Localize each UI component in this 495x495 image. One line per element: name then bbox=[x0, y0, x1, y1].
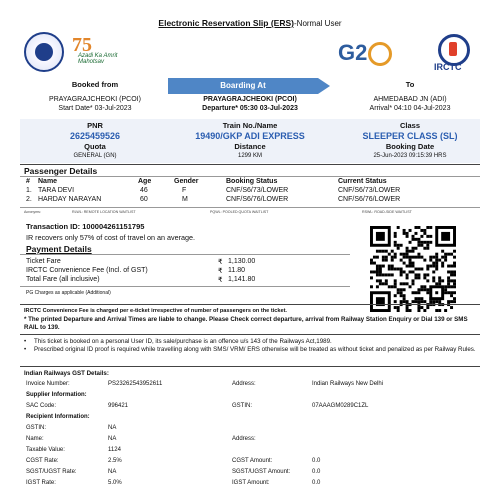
sgst-amount-label: SGST/UGST Amount: bbox=[232, 469, 291, 475]
train-name: 19490/GKP ADI EXPRESS bbox=[195, 131, 305, 141]
train-label: Train No./Name bbox=[222, 121, 278, 130]
convenience-fee-label: IRCTC Convenience Fee (Incl. of GST) bbox=[26, 267, 148, 274]
ticket-fare-currency: ₹ bbox=[218, 259, 223, 266]
booking-date-label: Booking Date bbox=[385, 142, 435, 151]
distance-label: Distance bbox=[234, 142, 266, 151]
gstin-label: GSTIN: bbox=[232, 403, 253, 409]
igst-amount: 0.0 bbox=[312, 480, 321, 486]
current-status: CNF/S6/76/LOWER bbox=[338, 196, 401, 203]
divider bbox=[20, 366, 480, 367]
pnr-number: 2625459526 bbox=[69, 131, 121, 141]
total-fare-amount: 1,141.80 bbox=[228, 276, 256, 283]
document-title bbox=[20, 18, 480, 28]
cgst-amount: 0.0 bbox=[312, 458, 321, 464]
pqwl-legend: PQWL: POOLED QUOTA WAITLIST bbox=[210, 210, 269, 214]
booking-date-value: 25-Jun-2023 09:15:39 HRS bbox=[373, 153, 447, 159]
invoice-label: Invoice Number: bbox=[26, 381, 70, 387]
col-header-booking-status: Booking Status bbox=[226, 178, 278, 185]
rswl-legend: RSWL: ROAD-SIDE WAITLIST bbox=[362, 210, 412, 214]
passenger-name: TARA DEVI bbox=[38, 187, 75, 194]
bullet-icon: • bbox=[24, 346, 27, 353]
sgst-rate: NA bbox=[108, 469, 117, 475]
cgst-rate-label: CGST Rate: bbox=[26, 458, 59, 464]
address-label: Address: bbox=[232, 381, 256, 387]
boarding-at-arrow bbox=[168, 78, 330, 94]
booking-status: CNF/S6/73/LOWER bbox=[226, 187, 289, 194]
convenience-fee-amount: 11.80 bbox=[228, 267, 245, 274]
g20-logo: G2 bbox=[338, 40, 398, 70]
timing-disclaimer: * The printed Departure and Arrival Times are liable to change. Please Check correct departure, arrival from Railway Station Enquiry or Dial 139 or SMS RAIL to 139. bbox=[24, 316, 468, 331]
address-value: Indian Railways New Delhi bbox=[312, 381, 384, 387]
col-header-age: Age bbox=[138, 178, 152, 185]
quota-value: GENERAL (GN) bbox=[73, 153, 117, 159]
booked-from-label: Booked from bbox=[71, 80, 119, 89]
igst-rate: 5.0% bbox=[108, 480, 122, 486]
sac-label: SAC Code: bbox=[26, 403, 57, 409]
divider bbox=[20, 334, 480, 335]
class-label: Class bbox=[399, 121, 420, 130]
convenience-fee-currency: ₹ bbox=[218, 268, 223, 275]
start-date: Start Date* 03-Jul-2023 bbox=[58, 105, 132, 112]
taxable-value-label: Taxable Value: bbox=[26, 447, 65, 453]
rlwl-legend: RLWL: REMOTE LOCATION WAITLIST bbox=[72, 210, 136, 214]
quota-label: Quota bbox=[84, 142, 106, 151]
booking-status: CNF/S6/76/LOWER bbox=[226, 196, 289, 203]
personal-id-note: This ticket is booked on a personal User ID, its sale/purchase is an offence u/s 143 of the Railways Act,1989. bbox=[34, 338, 332, 345]
divider bbox=[20, 164, 480, 165]
col-header-name: Name bbox=[38, 178, 58, 185]
transaction-id: Transaction ID: 100004261151795 bbox=[26, 222, 145, 231]
divider bbox=[20, 254, 350, 255]
passenger-gender: F bbox=[182, 187, 187, 194]
ticket-fare-label: Ticket Fare bbox=[26, 258, 61, 265]
table-row: 2. bbox=[26, 196, 32, 203]
irctc-logo: IRCTC bbox=[428, 34, 474, 74]
sac-value: 996421 bbox=[108, 403, 129, 409]
cgst-amount-label: CGST Amount: bbox=[232, 458, 273, 464]
divider bbox=[20, 304, 480, 305]
sgst-amount: 0.0 bbox=[312, 469, 321, 475]
divider bbox=[20, 176, 480, 177]
gst-title: Indian Railways GST Details: bbox=[24, 370, 109, 377]
invoice-number: PS23262543952611 bbox=[108, 381, 163, 387]
current-status: CNF/S6/73/LOWER bbox=[338, 187, 401, 194]
acronyms-label: Acronyms: bbox=[24, 210, 41, 214]
pnr-label: PNR bbox=[87, 121, 103, 130]
passenger-details-title: Passenger Details bbox=[24, 166, 98, 176]
pg-charges-note: PG Charges as applicable (Additional) bbox=[26, 290, 111, 296]
col-header-current-status: Current Status bbox=[338, 178, 387, 185]
igst-amount-label: IGST Amount: bbox=[232, 480, 270, 486]
ers-title: Electronic Reservation Slip (ERS) bbox=[158, 18, 294, 28]
taxable-value: 1124 bbox=[108, 447, 121, 453]
total-fare-label: Total Fare (all inclusive) bbox=[26, 276, 100, 283]
departure-time: Departure* 05:30 03-Jul-2023 bbox=[202, 105, 298, 112]
supplier-info-title: Supplier Information: bbox=[26, 392, 87, 398]
qr-code bbox=[370, 226, 456, 312]
ticket-fare-amount: 1,130.00 bbox=[228, 258, 256, 265]
id-proof-note: Prescribed original ID proof is required while travelling along with SMS/ VRM/ ERS otherwise will be treated as without ticket and penalized as per Railway Rules. bbox=[34, 346, 476, 353]
payment-details-title: Payment Details bbox=[26, 244, 92, 254]
col-header-gender: Gender bbox=[174, 178, 199, 185]
from-station: PRAYAGRAJCHEOKI (PCOI) bbox=[49, 96, 141, 103]
bullet-icon: • bbox=[24, 338, 27, 345]
table-row: 1. bbox=[26, 187, 32, 194]
boarding-station: PRAYAGRAJCHEOKI (PCOI) bbox=[203, 96, 297, 103]
recipient-name-label: Name: bbox=[26, 436, 44, 442]
ers-document bbox=[20, 8, 480, 490]
indian-railways-logo bbox=[24, 32, 64, 72]
recipient-gstin-value: NA bbox=[108, 425, 117, 431]
convenience-fee-note: IRCTC Convenience Fee is charged per e-ticket irrespective of number of passengers on the ticket. bbox=[24, 308, 287, 314]
sgst-rate-label: SGST/UGST Rate: bbox=[26, 469, 77, 475]
recipient-name-value: NA bbox=[108, 436, 117, 442]
recipient-address-label: Address: bbox=[232, 436, 256, 442]
igst-rate-label: IGST Rate: bbox=[26, 480, 56, 486]
arrival-time: Arrival* 04:10 04-Jul-2023 bbox=[369, 105, 451, 112]
to-station: AHMEDABAD JN (ADI) bbox=[373, 96, 447, 103]
to-label: To bbox=[405, 80, 415, 89]
passenger-gender: M bbox=[182, 196, 188, 203]
recipient-info-title: Recipient Information: bbox=[26, 414, 90, 420]
divider bbox=[20, 286, 350, 287]
logo-strip bbox=[20, 32, 480, 74]
recovery-note: IR recovers only 57% of cost of travel on an average. bbox=[26, 233, 195, 242]
total-fare-currency: ₹ bbox=[218, 277, 223, 284]
distance-value: 1299 KM bbox=[237, 153, 262, 159]
travel-class: SLEEPER CLASS (SL) bbox=[362, 131, 458, 141]
recipient-gstin-label: GSTIN: bbox=[26, 425, 47, 431]
col-header-index: # bbox=[26, 178, 30, 185]
azadi-ka-amrit-mahotsav-logo: 75 Azadi Ka Amrit Mahotsav bbox=[72, 34, 118, 65]
passenger-name: HARDAY NARAYAN bbox=[38, 196, 102, 203]
cgst-rate: 2.5% bbox=[108, 458, 122, 464]
gstin-value: 07AAAGM0289C1ZL bbox=[312, 403, 369, 409]
passenger-age: 60 bbox=[140, 196, 148, 203]
boarding-at-label: Boarding At bbox=[168, 78, 318, 94]
divider bbox=[20, 207, 480, 208]
passenger-age: 46 bbox=[140, 187, 148, 194]
ers-title-suffix: -Normal User bbox=[294, 19, 342, 28]
